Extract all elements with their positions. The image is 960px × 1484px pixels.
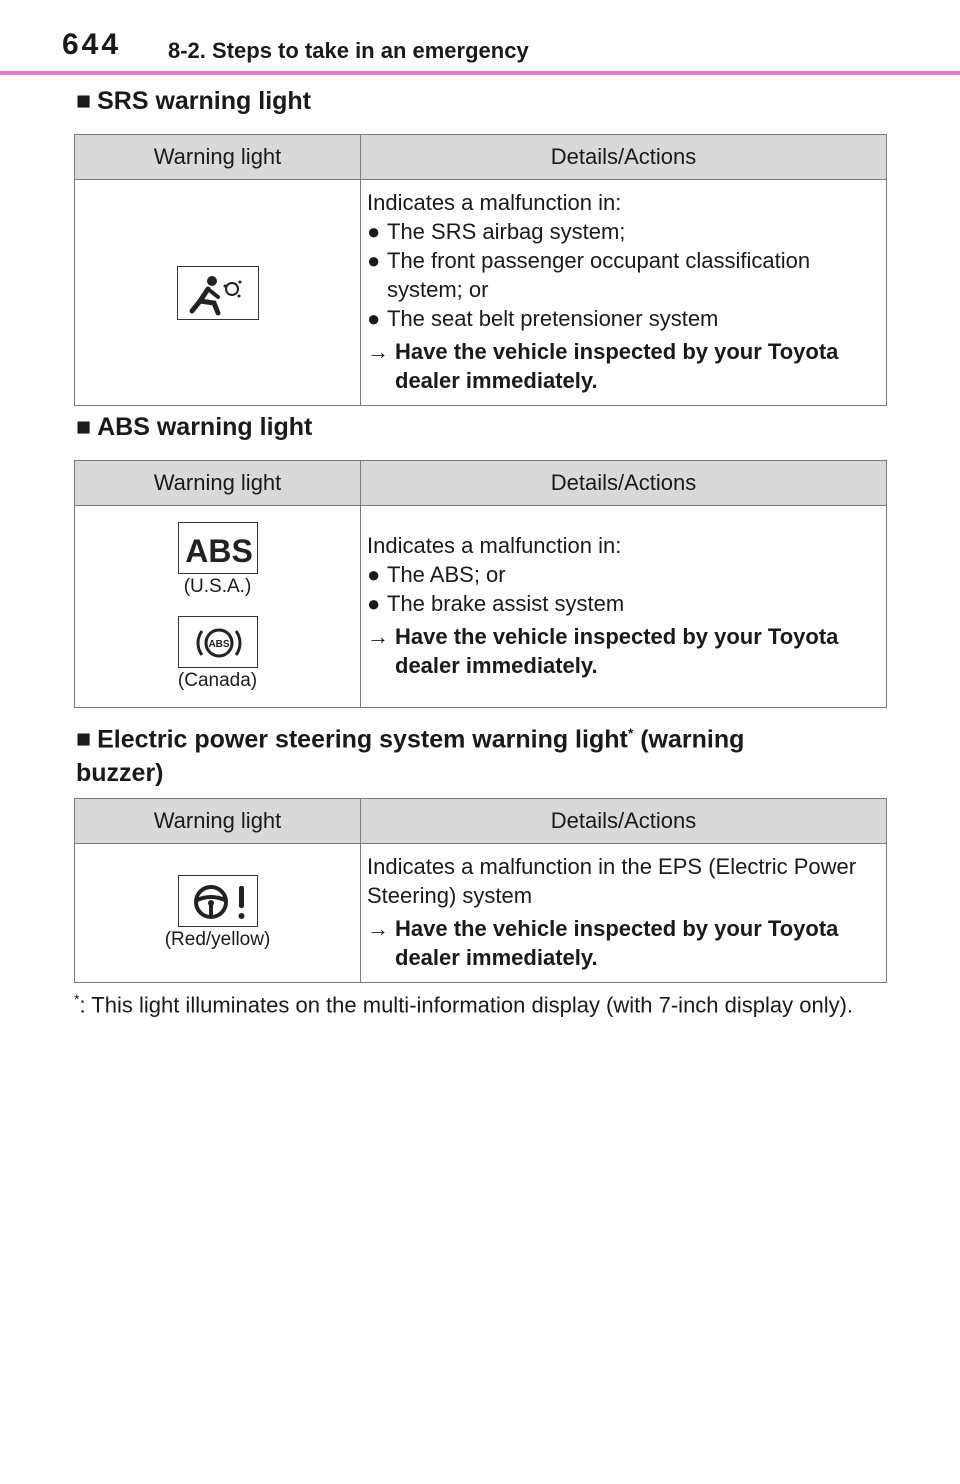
chapter-title: 8-2. Steps to take in an emergency [168, 38, 529, 63]
srs-heading [76, 84, 311, 118]
bullet-icon: ● [367, 248, 381, 273]
eps-heading-suffix: (warning buzzer) [76, 725, 745, 788]
bullet-icon: ● [367, 306, 381, 331]
abs-details-cell [361, 506, 887, 708]
srs-table [74, 134, 887, 406]
arrow-icon: → [367, 916, 389, 941]
footnote-mark: * [74, 991, 80, 1007]
eps-table [74, 798, 887, 983]
bullet-icon: ● [367, 591, 381, 616]
abs-icon-cell [75, 506, 361, 708]
heading-marker: ■ [76, 725, 92, 754]
steering-warning-icon [178, 875, 258, 927]
abs-canada-caption: (Canada) [177, 669, 258, 691]
bullet-icon: ● [367, 562, 381, 587]
footnote-text: : This light illuminates on the multi-information display (with 7-inch display only). [79, 992, 854, 1018]
abs-heading [76, 410, 312, 444]
bullet-icon: ● [367, 219, 381, 244]
srs-intro: Indicates a malfunction in: [367, 190, 622, 215]
page-number: 644 [62, 28, 122, 61]
srs-airbag-icon [177, 266, 259, 320]
heading-marker: ■ [76, 413, 92, 441]
eps-caption: (Red/yellow) [164, 929, 271, 950]
col-details-header: Details/Actions [361, 461, 887, 506]
eps-heading [76, 716, 836, 790]
srs-action: → Have the vehicle inspected by your Toyota dealer immediately. [367, 339, 839, 393]
abs-text-icon [178, 522, 258, 574]
eps-icon-cell [75, 844, 361, 983]
list-item: ● The front passenger occupant classification system; or [367, 248, 811, 302]
eps-action: → Have the vehicle inspected by your Toyota dealer immediately. [367, 916, 839, 970]
col-details-header: Details/Actions [361, 135, 887, 180]
list-item: ● The brake assist system [367, 591, 625, 616]
col-warning-light-header: Warning light [75, 135, 361, 180]
eps-heading-text: Electric power steering system warning light [97, 725, 628, 754]
heading-marker: ■ [76, 87, 92, 115]
srs-details-cell [361, 180, 887, 406]
eps-details-cell [361, 844, 887, 983]
col-warning-light-header: Warning light [75, 461, 361, 506]
eps-intro: Indicates a malfunction in the EPS (Electric Power Steering) system [367, 854, 857, 908]
svg-text:ABS: ABS [184, 532, 253, 569]
arrow-icon: → [367, 624, 389, 649]
abs-intro: Indicates a malfunction in: [367, 533, 622, 558]
srs-icon-cell [75, 180, 361, 406]
list-item: ● The SRS airbag system; [367, 219, 626, 244]
svg-text:ABS: ABS [207, 638, 230, 650]
abs-table [74, 460, 887, 708]
abs-circle-icon [178, 616, 258, 668]
srs-heading-text: SRS warning light [97, 87, 312, 115]
abs-action: → Have the vehicle inspected by your Toyota dealer immediately. [367, 624, 839, 678]
abs-usa-caption: (U.S.A.) [183, 575, 252, 597]
footnote-mark: * [627, 725, 634, 741]
abs-heading-text: ABS warning light [97, 413, 313, 441]
arrow-icon: → [367, 339, 389, 364]
col-details-header: Details/Actions [361, 799, 887, 844]
col-warning-light-header: Warning light [75, 799, 361, 844]
list-item: ● The ABS; or [367, 562, 506, 587]
footnote [74, 984, 886, 1020]
header-rule [0, 71, 960, 75]
list-item: ● The seat belt pretensioner system [367, 306, 719, 331]
